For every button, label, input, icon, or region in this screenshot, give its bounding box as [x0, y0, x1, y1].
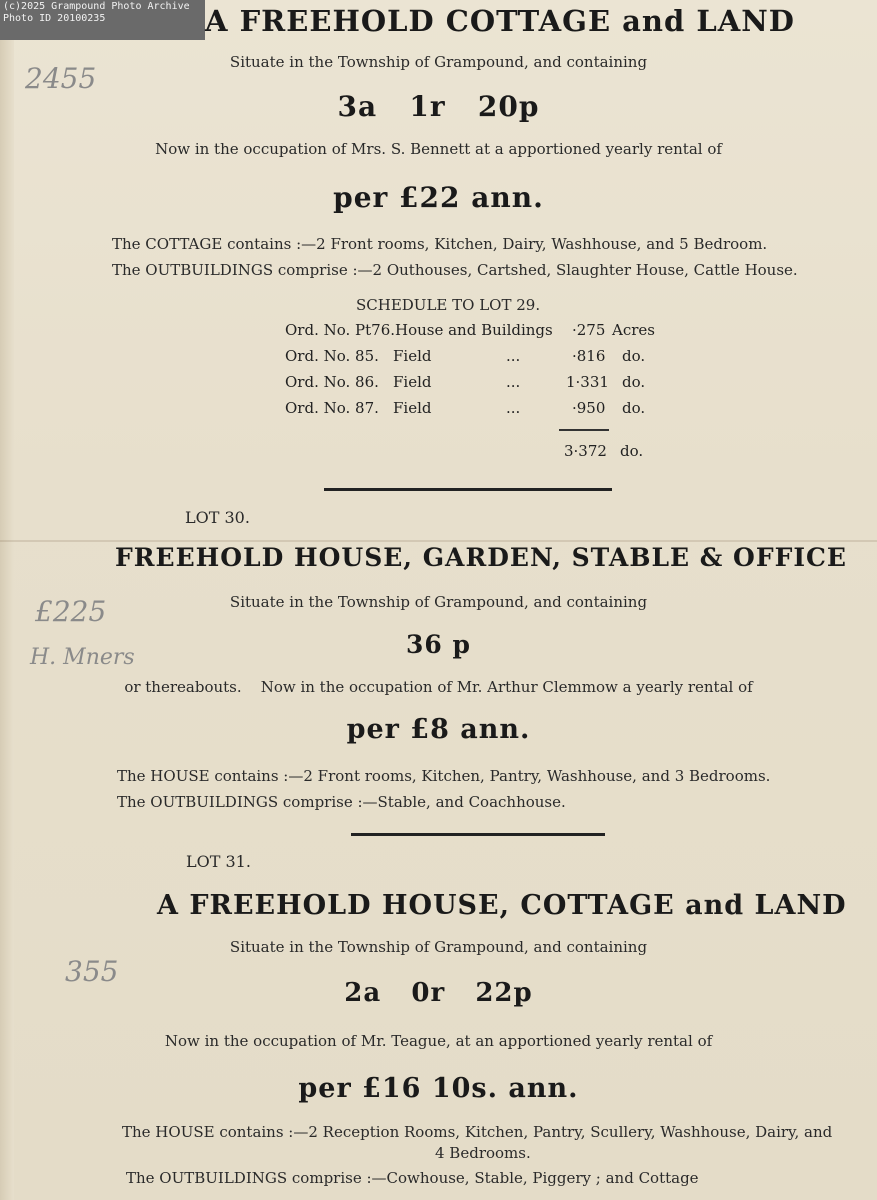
lot30-margin-note1: £225 — [35, 595, 107, 628]
schedule-unit: do. — [622, 373, 646, 391]
lot30-house: The HOUSE contains :—2 Front rooms, Kitchen, Pantry, Washhouse, and 3 Bedrooms. — [117, 767, 771, 785]
lot31-margin-note: 355 — [65, 955, 119, 988]
section-divider — [324, 488, 612, 491]
lot29-cottage: The COTTAGE contains :—2 Front rooms, Kitchen, Dairy, Washhouse, and 5 Bedroom. — [112, 235, 768, 253]
schedule-area: ·950 — [572, 399, 606, 417]
lot30-title: FREEHOLD HOUSE, GARDEN, STABLE & OFFICE — [115, 543, 847, 572]
schedule-desc: Field — [393, 347, 432, 365]
lot31-house-line2: 4 Bedrooms. — [435, 1144, 531, 1162]
lot31-situate: Situate in the Township of Grampound, and containing — [229, 938, 648, 956]
page-fold — [0, 540, 877, 542]
lot29-situate: Situate in the Township of Grampound, and containing — [229, 53, 648, 71]
schedule-unit: do. — [622, 347, 646, 365]
watermark-line2: Photo ID 20100235 — [3, 13, 106, 24]
schedule-title: SCHEDULE TO LOT 29. — [356, 296, 541, 314]
schedule-ord: Ord. No. 87. — [285, 399, 379, 417]
schedule-unit: Acres — [612, 321, 655, 339]
lot30-occupation: or thereabouts. Now in the occupation of Mr. Arthur Clemmow a yearly rental of — [124, 678, 753, 696]
lot29-area: 3a 1r 20p — [337, 90, 540, 123]
archive-watermark — [0, 0, 205, 40]
schedule-total-rule — [559, 429, 609, 431]
schedule-area: 1·331 — [566, 373, 609, 391]
schedule-dots: ... — [506, 399, 521, 417]
watermark-line1: (c)2025 Grampound Photo Archive — [3, 1, 190, 12]
lot31-label: LOT 31. — [186, 852, 251, 871]
lot29-occupation: Now in the occupation of Mrs. S. Bennett at a apportioned yearly rental of — [155, 140, 722, 158]
lot30-outbuildings: The OUTBUILDINGS comprise :—Stable, and Coachhouse. — [117, 793, 566, 811]
lot30-situate: Situate in the Township of Grampound, and containing — [229, 593, 648, 611]
schedule-desc: Field — [393, 399, 432, 417]
lot31-occupation: Now in the occupation of Mr. Teague, at an apportioned yearly rental of — [164, 1032, 713, 1050]
lot30-rent: per £8 ann. — [346, 714, 531, 745]
lot29-title: A FREEHOLD COTTAGE and LAND — [205, 4, 795, 38]
schedule-ord: Ord. No. 85. — [285, 347, 379, 365]
schedule-desc: House and Buildings — [395, 321, 553, 339]
schedule-unit: do. — [622, 399, 646, 417]
lot29-outbuildings: The OUTBUILDINGS comprise :—2 Outhouses, Cartshed, Slaughter House, Cattle House. — [112, 261, 798, 279]
schedule-total-area: 3·372 — [564, 442, 607, 460]
section-divider — [351, 833, 605, 836]
lot30-area: 36 p — [406, 630, 471, 659]
schedule-ord: Ord. No. Pt76. — [285, 321, 396, 339]
schedule-desc: Field — [393, 373, 432, 391]
schedule-area: ·816 — [572, 347, 606, 365]
lot30-margin-note2: H. Mners — [30, 645, 135, 670]
lot31-rent: per £16 10s. ann. — [298, 1073, 579, 1104]
lot31-area: 2a 0r 22p — [344, 978, 533, 1008]
lot29-rent: per £22 ann. — [333, 181, 544, 214]
schedule-total-unit: do. — [620, 442, 644, 460]
schedule-dots: ... — [506, 347, 521, 365]
lot29-margin-note: 2455 — [25, 62, 97, 95]
schedule-ord: Ord. No. 86. — [285, 373, 379, 391]
lot31-house-line1: The HOUSE contains :—2 Reception Rooms, Kitchen, Pantry, Scullery, Washhouse, Dairy, and — [122, 1123, 833, 1141]
lot31-title: A FREEHOLD HOUSE, COTTAGE and LAND — [157, 890, 847, 921]
lot31-outbuildings: The OUTBUILDINGS comprise :—Cowhouse, Stable, Piggery ; and Cottage — [126, 1169, 699, 1187]
schedule-dots: ... — [506, 373, 521, 391]
lot30-label: LOT 30. — [185, 508, 250, 527]
schedule-area: ·275 — [572, 321, 606, 339]
